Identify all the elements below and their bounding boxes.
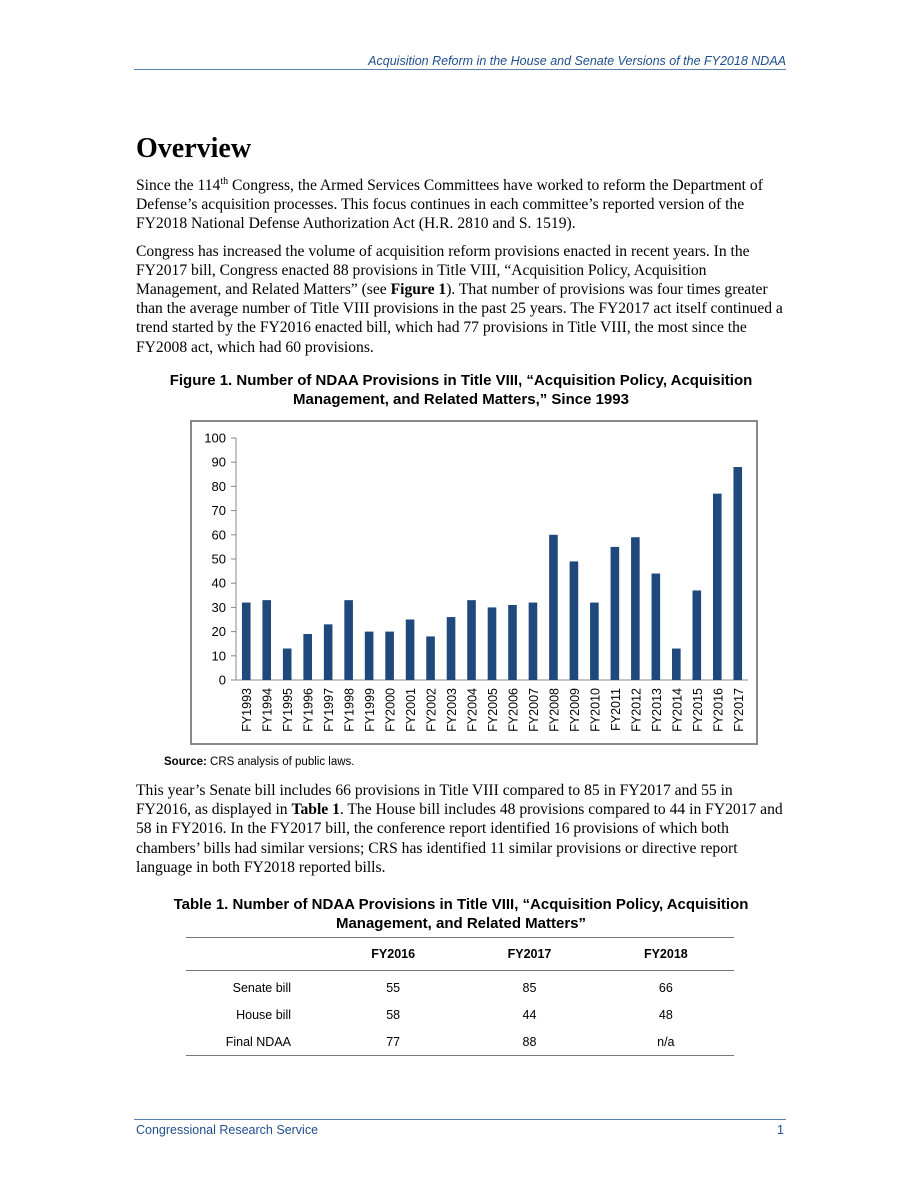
footer-rule — [134, 1119, 786, 1120]
bar-fy2010 — [590, 603, 599, 680]
x-tick-label: FY2002 — [424, 688, 439, 732]
bar-fy2005 — [488, 607, 497, 680]
figure-reference: Figure 1 — [390, 281, 447, 299]
source-text: CRS analysis of public laws. — [206, 756, 355, 768]
x-tick-label: FY1995 — [281, 688, 296, 732]
bar-fy2014 — [672, 649, 681, 680]
x-tick-label: FY2006 — [506, 688, 521, 732]
p1-text-b: Congress, the Armed Services Committees have worked to reform the Department of Defense’s acquisition processes. This focus continues in each committee’s reported version of the FY2018 National Defense Authorization Act (H.R. 2810 and S. 1519). — [136, 177, 763, 233]
x-tick-label: FY2013 — [649, 688, 664, 732]
paragraph-3 — [136, 781, 786, 877]
x-tick-label: FY2003 — [445, 688, 460, 732]
bar-fy1997 — [324, 624, 333, 680]
row-label: Final NDAA — [186, 1028, 325, 1056]
y-tick-label: 80 — [211, 478, 226, 494]
bar-fy1994 — [262, 600, 271, 680]
figure-source — [164, 756, 354, 768]
table-header-fy2018: FY2018 — [598, 938, 734, 971]
table-cell: 88 — [461, 1028, 597, 1056]
bar-fy2000 — [385, 632, 394, 680]
chart-svg — [192, 422, 756, 743]
table-cell: 48 — [658, 1007, 673, 1022]
x-tick-label: FY1996 — [301, 688, 316, 732]
p3-text-b: . The House bill includes 48 provisions compared to 44 in FY2017 and 58 in FY2016. In the FY2017 bill, the conference report identified 16 provisions of which both chambers’ bills had similar versions; CRS has identified 11 similar provisions or directive report language in both FY2018 reported bills. — [136, 801, 783, 876]
bar-fy2003 — [447, 617, 456, 680]
section-title: Overview — [136, 133, 252, 164]
table-header-fy2017: FY2017 — [461, 938, 597, 971]
bar-fy2012 — [631, 537, 640, 680]
table-cell: 77 — [325, 1028, 461, 1056]
bar-chart — [190, 420, 758, 745]
y-tick-label: 60 — [211, 527, 226, 543]
p1-text-a: Since the 114 — [136, 177, 221, 194]
p2-text-a: Congress has increased the volume of acquisition reform provisions enacted in recent years. In the FY2017 bill, Congress enacted 88 provisions in Title VIII, “Acquisition Policy, Acquisition Management, and Related Matters” (see — [136, 242, 750, 299]
table-cell: 66 — [658, 980, 673, 995]
page-number: 1 — [777, 1123, 784, 1137]
table-cell: 85 — [522, 980, 537, 995]
bar-fy2013 — [652, 574, 661, 680]
y-tick-label: 70 — [211, 503, 226, 519]
y-tick-label: 0 — [218, 672, 226, 688]
bar-fy2017 — [733, 467, 742, 680]
bar-fy2006 — [508, 605, 517, 680]
bar-fy2001 — [406, 620, 415, 681]
bar-fy2015 — [692, 590, 701, 680]
overview-section — [136, 132, 786, 417]
x-tick-label: FY2015 — [690, 688, 705, 732]
bar-fy2009 — [570, 561, 579, 680]
bar-fy1999 — [365, 632, 374, 680]
table-section — [136, 781, 786, 941]
p2-text-b: ). That number of provisions was four times greater than the average number of Title VIII provisions in the past 25 years. The FY2017 act itself continued a trend started by the FY2016 enacted bill, which had 77 provisions in Title VIII, the most since the FY2008 act, which had 60 provisions. — [136, 281, 783, 356]
y-tick-label: 100 — [204, 430, 226, 446]
x-tick-label: FY1998 — [342, 688, 357, 732]
row-label: House bill — [236, 1007, 291, 1022]
table-caption: Table 1. Number of NDAA Provisions in Title VIII, “Acquisition Policy, Acquisition Management, and Related Matters” — [173, 896, 749, 933]
x-tick-label: FY2016 — [711, 688, 726, 732]
row-label: Senate bill — [232, 980, 291, 995]
x-tick-label: FY2011 — [608, 688, 623, 731]
running-header: Acquisition Reform in the House and Senate Versions of the FY2018 NDAA — [368, 54, 786, 68]
bar-fy2016 — [713, 494, 722, 680]
table-row — [186, 1028, 734, 1056]
bar-fy2002 — [426, 636, 435, 680]
paragraph-1 — [136, 176, 786, 234]
y-tick-label: 30 — [211, 599, 226, 615]
table-cell: n/a — [598, 1028, 734, 1056]
x-tick-label: FY2009 — [567, 688, 582, 732]
bar-fy2011 — [611, 547, 620, 680]
bar-fy1998 — [344, 600, 353, 680]
paragraph-2 — [136, 242, 786, 357]
provisions-table — [186, 937, 734, 1056]
y-tick-label: 90 — [211, 454, 226, 470]
p3-text-a: This year’s Senate bill includes 66 provisions in Title VIII compared to 85 in FY2017 and 55 in FY2016, as displayed in — [136, 782, 733, 819]
table-header-blank — [186, 938, 325, 971]
bar-fy1996 — [303, 634, 312, 680]
x-tick-label: FY2007 — [526, 688, 541, 732]
x-tick-label: FY1999 — [363, 688, 378, 732]
bar-fy1993 — [242, 603, 251, 680]
y-tick-label: 20 — [211, 624, 226, 640]
bar-fy2007 — [529, 603, 538, 680]
table-cell: 55 — [386, 980, 401, 995]
x-tick-label: FY2005 — [486, 688, 500, 732]
x-tick-label: FY1994 — [260, 688, 275, 732]
footer-org: Congressional Research Service — [136, 1123, 319, 1137]
y-tick-label: 10 — [211, 648, 226, 664]
table-cell: 58 — [386, 1007, 401, 1022]
table-reference: Table 1 — [291, 801, 340, 819]
source-label: Source: — [164, 756, 207, 768]
x-tick-label: FY2001 — [404, 688, 419, 732]
y-tick-label: 40 — [211, 575, 226, 591]
table-row — [186, 971, 734, 1002]
y-tick-label: 50 — [211, 551, 226, 567]
bar-fy2004 — [467, 600, 476, 680]
table-header-row — [186, 938, 734, 971]
figure-caption: Figure 1. Number of NDAA Provisions in Title VIII, “Acquisition Policy, Acquisition Management, and Related Matters,” Since 1993 — [169, 371, 753, 408]
header-rule — [134, 69, 786, 70]
x-tick-label: FY2008 — [547, 688, 562, 732]
x-tick-label: FY1997 — [322, 688, 337, 732]
x-tick-label: FY2004 — [465, 688, 480, 732]
bar-fy1995 — [283, 649, 292, 680]
table-row — [186, 1001, 734, 1028]
bar-fy2008 — [549, 535, 558, 680]
x-tick-label: FY2012 — [629, 688, 644, 732]
table-header-fy2016: FY2016 — [325, 938, 461, 971]
x-tick-label: FY2017 — [731, 688, 746, 732]
x-tick-label: FY2014 — [670, 688, 685, 732]
p1-superscript: th — [220, 175, 229, 187]
x-tick-label: FY2000 — [383, 688, 398, 732]
table-cell: 44 — [522, 1007, 537, 1022]
x-tick-label: FY1993 — [240, 688, 255, 732]
x-tick-label: FY2010 — [588, 688, 603, 732]
